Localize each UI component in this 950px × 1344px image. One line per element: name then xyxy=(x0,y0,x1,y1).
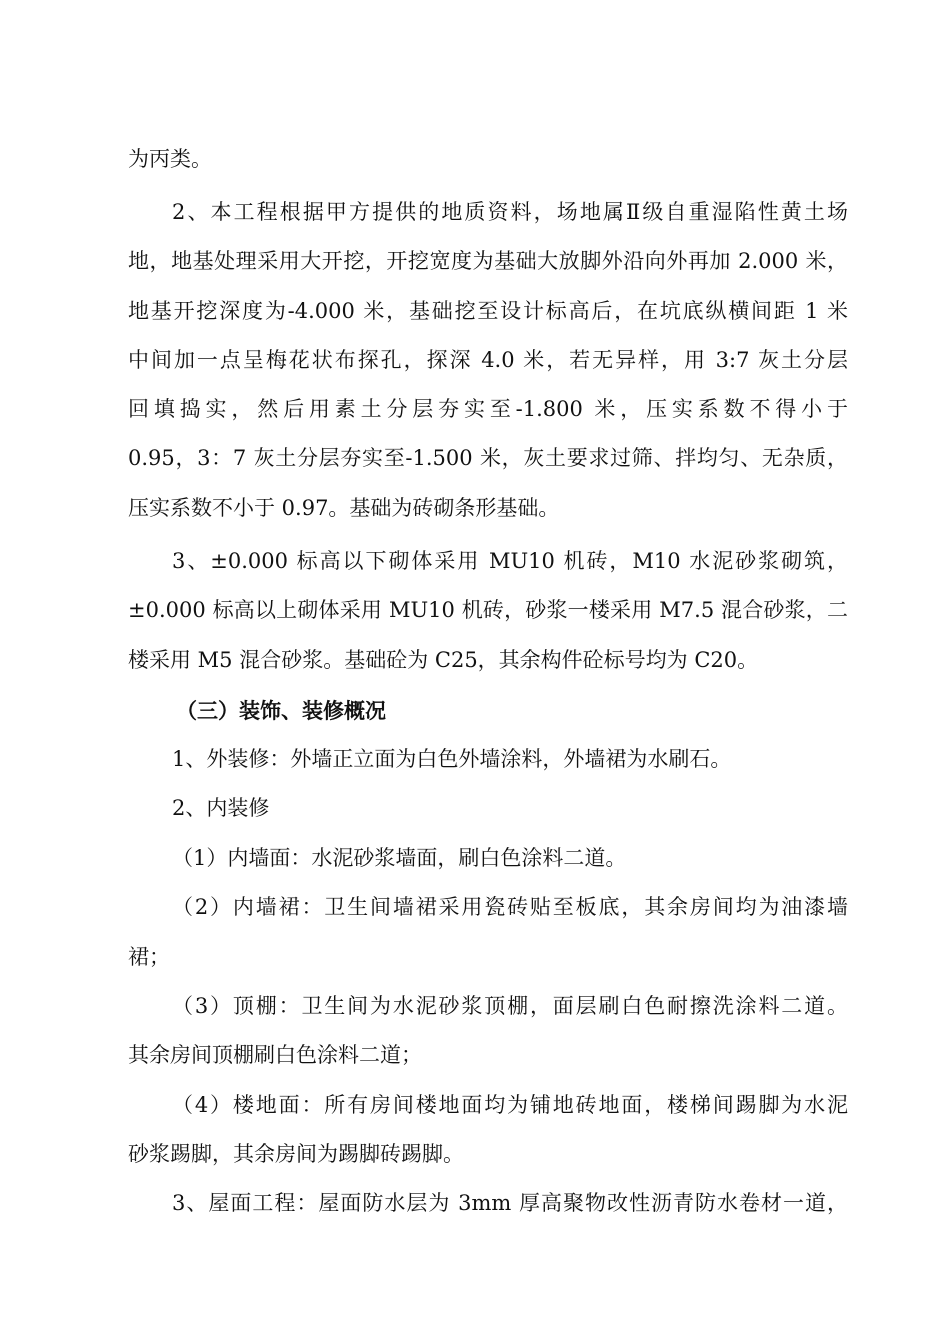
paragraph-line: 地基开挖深度为-4.000 米，基础挖至设计标高后，在坑底纵横间距 1 米 xyxy=(128,299,848,323)
paragraph-line: 楼采用 M5 混合砂浆。基础砼为 C25，其余构件砼标号均为 C20。 xyxy=(128,648,759,672)
paragraph-line: （2）内墙裙：卫生间墙裙采用瓷砖贴至板底，其余房间均为油漆墙 xyxy=(172,895,848,919)
paragraph-line: （3）顶棚：卫生间为水泥砂浆顶棚，面层刷白色耐擦洗涂料二道。 xyxy=(172,994,848,1018)
paragraph-line: 3、屋面工程：屋面防水层为 3mm 厚高聚物改性沥青防水卷材一道， xyxy=(172,1191,848,1215)
paragraph-line: （4）楼地面：所有房间楼地面均为铺地砖地面，楼梯间踢脚为水泥 xyxy=(172,1093,848,1117)
paragraph-line: 砂浆踢脚，其余房间为踢脚砖踢脚。 xyxy=(128,1142,464,1166)
paragraph-line: 1、外装修：外墙正立面为白色外墙涂料，外墙裙为水刷石。 xyxy=(172,747,732,771)
paragraph-line: 中间加一点呈梅花状布探孔，探深 4.0 米，若无异样，用 3:7 灰土分层 xyxy=(128,348,848,372)
paragraph-line: 3、±0.000 标高以下砌体采用 MU10 机砖，M10 水泥砂浆砌筑， xyxy=(172,549,848,573)
paragraph-line: 2、内装修 xyxy=(172,796,270,820)
paragraph-line: 地，地基处理采用大开挖，开挖宽度为基础大放脚外沿向外再加 2.000 米， xyxy=(128,249,848,273)
paragraph-line: 0.95，3：7 灰土分层夯实至-1.500 米，灰土要求过筛、拌均匀、无杂质， xyxy=(128,446,848,470)
paragraph-line: 为丙类。 xyxy=(128,147,212,171)
paragraph-line: ±0.000 标高以上砌体采用 MU10 机砖，砂浆一楼采用 M7.5 混合砂浆，二 xyxy=(128,598,848,622)
section-heading: （三）装饰、装修概况 xyxy=(176,698,386,723)
paragraph-line: 裙； xyxy=(128,945,170,969)
paragraph-line: 压实系数不小于 0.97。基础为砖砌条形基础。 xyxy=(128,496,560,520)
paragraph-line: 其余房间顶棚刷白色涂料二道； xyxy=(128,1043,422,1067)
paragraph-line: 回填捣实，然后用素土分层夯实至-1.800 米，压实系数不得小于 xyxy=(128,397,848,421)
paragraph-line: 2、本工程根据甲方提供的地质资料，场地属Ⅱ级自重湿陷性黄土场 xyxy=(172,200,848,224)
paragraph-line: （1）内墙面：水泥砂浆墙面，刷白色涂料二道。 xyxy=(172,846,627,870)
